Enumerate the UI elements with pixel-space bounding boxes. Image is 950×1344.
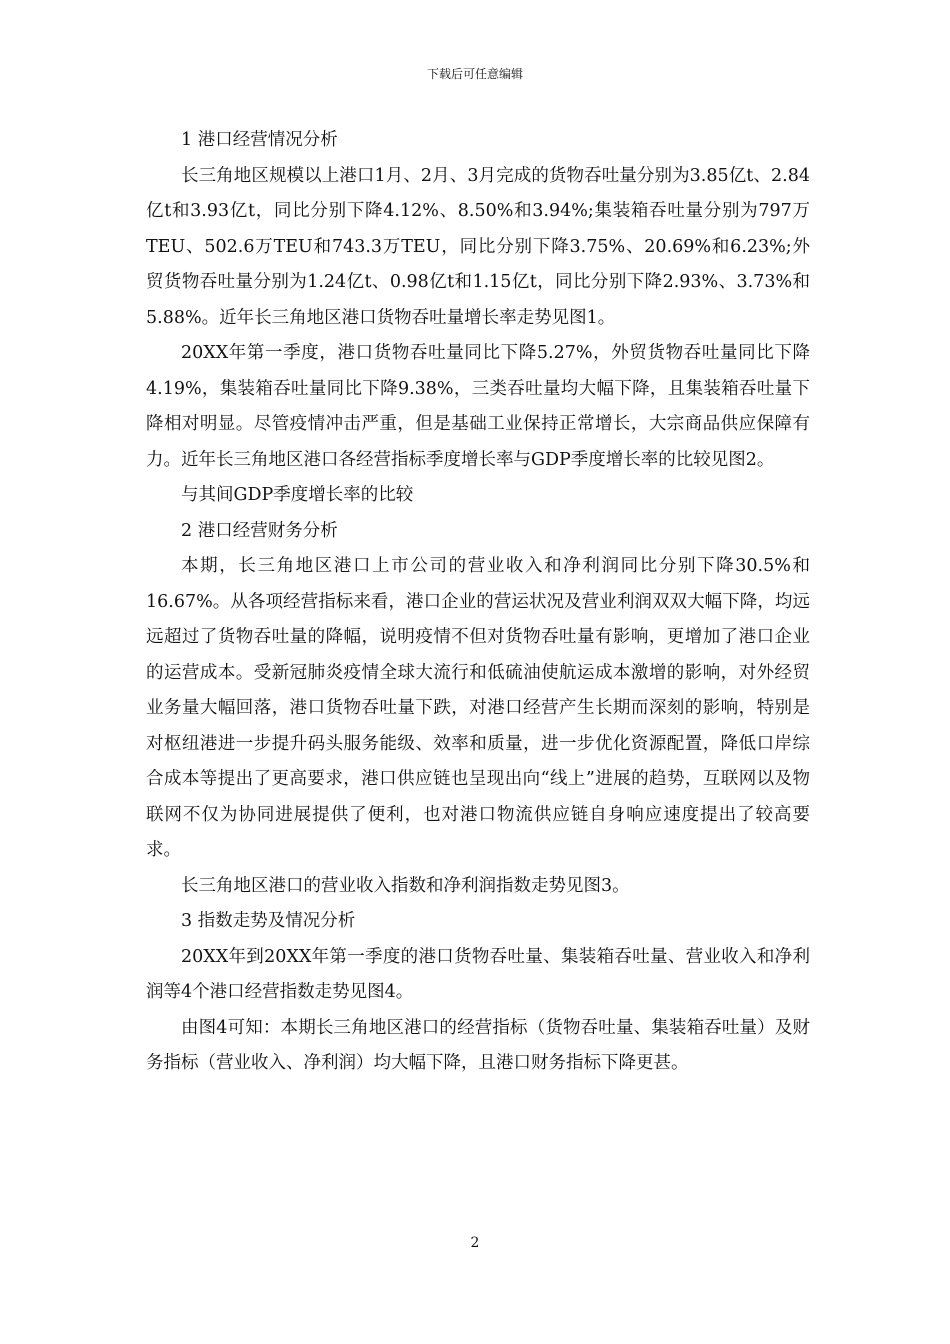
section-heading-3: 3 指数走势及情况分析	[181, 911, 356, 931]
text-line-revenue-index: 长三角地区港口的营业收入指数和净利润指数走势见图3。	[181, 875, 630, 896]
text-line-gdp-comparison: 与其间GDP季度增长率的比较	[181, 485, 414, 505]
paragraph-throughput: 长三角地区规模以上港口1月、2月、3月完成的货物吞吐量分别为3.85亿t、2.84亿t和3.93亿t，同比分别下降4.12%、8.50%和3.94%;集装箱吞吐量分别为797万TEU、502.6万TEU和743.3万TEU，同比分别下降3.75%、20.69%和6.23%;外贸货物吞吐量分别为1.24亿t、0.98亿t和1.15亿t，同比分别下降2.93%、3.73%和5.88%。近年长三角地区港口货物吞吐量增长率走势见图1。	[146, 165, 810, 328]
section-heading-1: 1 港口经营情况分析	[181, 130, 338, 150]
page-number: 2	[470, 1235, 480, 1251]
paragraph-conclusion: 由图4可知：本期长三角地区港口的经营指标（货物吞吐量、集装箱吞吐量）及财务指标（营业收入、净利润）均大幅下降，且港口财务指标下降更甚。	[146, 1017, 810, 1073]
document-body	[146, 123, 810, 1082]
paragraph-index-trend: 20XX年到20XX年第一季度的港口货物吞吐量、集装箱吞吐量、营业收入和净利润等4个港口经营指数走势见图4。	[146, 946, 810, 1002]
section-heading-2: 2 港口经营财务分析	[181, 520, 338, 541]
paragraph-first-quarter: 20XX年第一季度，港口货物吞吐量同比下降5.27%，外贸货物吞吐量同比下降4.19%，集装箱吞吐量同比下降9.38%，三类吞吐量均大幅下降，且集装箱吞吐量下降相对明显。尽管疫情冲击严重，但是基础工业保持正常增长，大宗商品供应保障有力。近年长三角地区港口各经营指标季度增长率与GDP季度增长率的比较见图2。	[146, 343, 810, 470]
paragraph-financial: 本期，长三角地区港口上市公司的营业收入和净利润同比分别下降30.5%和16.67%。从各项经营指标来看，港口企业的营运状况及营业利润双双大幅下降，均远远超过了货物吞吐量的降幅，说明疫情不但对货物吞吐量有影响，更增加了港口企业的运营成本。受新冠肺炎疫情全球大流行和低硫油使航运成本激增的影响，对外经贸业务量大幅回落，港口货物吞吐量下跌，对港口经营产生长期而深刻的影响，特别是对枢纽港进一步提升码头服务能级、效率和质量，进一步优化资源配置，降低口岸综合成本等提出了更高要求，港口供应链也呈现出向“线上”进展的趋势，互联网以及物联网不仅为协同进展提供了便利，也对港口物流供应链自身响应速度提出了较高要求。	[146, 556, 810, 860]
page-header: 下载后可任意编辑	[426, 67, 523, 81]
